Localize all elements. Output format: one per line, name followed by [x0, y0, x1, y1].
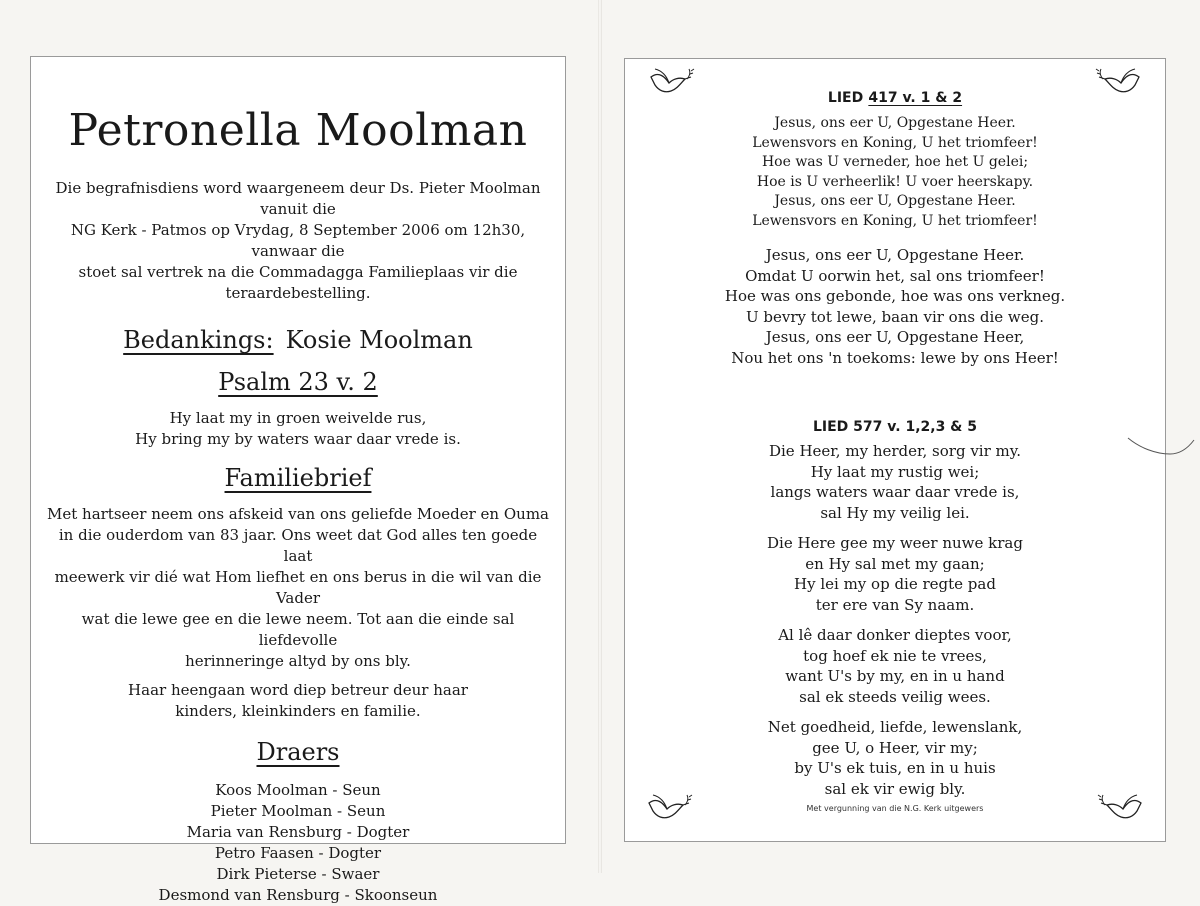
bearer-item: Desmond van Rensburg - Skoonseun: [158, 886, 438, 904]
lyric-line: Lewensvors en Koning, U het triomfeer!: [752, 212, 1038, 229]
dove-icon: [643, 789, 699, 829]
lyric-line: Nou het ons 'n toekoms: lewe by ons Heer!: [731, 348, 1059, 367]
lyric-line: en Hy sal met my gaan;: [805, 554, 985, 573]
dove-icon: [1091, 789, 1147, 829]
lyric-line: Hoe was U verneder, hoe het U gelei;: [761, 154, 1029, 170]
psalm-heading: Psalm 23 v. 2: [218, 368, 378, 396]
service-details: [41, 178, 555, 304]
lyric-line: Die Here gee my weer nuwe krag: [767, 534, 1023, 552]
letter-paragraph-1: [43, 504, 553, 672]
bearers-list: [31, 780, 565, 906]
song2-stanza-1: [625, 441, 1165, 523]
psalm-line: Hy bring my by waters waar daar vrede is.: [135, 430, 461, 448]
lyric-line: Jesus, ons eer U, Opgestane Heer,: [765, 328, 1025, 346]
letter-heading: Familiebrief: [224, 464, 372, 492]
lyric-line: Omdat U oorwin het, sal ons triomfeer!: [745, 266, 1045, 285]
bearer-item: Dirk Pieterse - Swaer: [216, 865, 380, 883]
lyric-line: sal Hy my veilig lei.: [820, 503, 970, 522]
song1-title: [625, 87, 1165, 106]
song2-stanza-4: [625, 717, 1165, 799]
letter-line: Haar heengaan word diep betreur deur haar: [128, 681, 468, 699]
intro-line: NG Kerk - Patmos op Vrydag, 8 September 2006 om 12h30, vanwaar die: [70, 221, 526, 260]
bearer-item: Koos Moolman - Seun: [215, 781, 381, 799]
lyric-line: Lewensvors en Koning, U het triomfeer!: [752, 134, 1038, 151]
song2-title: LIED 577 v. 1,2,3 & 5: [812, 419, 978, 435]
lyric-line: want U's by my, en in u hand: [785, 667, 1005, 685]
left-page: [30, 56, 566, 904]
lyric-line: langs waters waar daar vrede is,: [770, 483, 1020, 501]
lyric-line: Al lê daar donker dieptes voor,: [778, 626, 1012, 644]
lyric-line: Jesus, ons eer U, Opgestane Heer.: [774, 115, 1016, 131]
song2-stanza-2: [625, 533, 1165, 615]
right-page: [624, 58, 1166, 842]
thanks-heading: Bedankings:: [123, 326, 274, 354]
dove-icon: [645, 63, 701, 103]
song2-stanza-3: [625, 625, 1165, 707]
lyric-line: Hoe is U verheerlik! U voer heerskapy.: [756, 173, 1034, 190]
lyric-line: tog hoef ek nie te vrees,: [803, 646, 987, 665]
letter-line: kinders, kleinkinders en familie.: [175, 702, 421, 720]
lyric-line: U bevry tot lewe, baan vir ons die weg.: [746, 307, 1044, 326]
letter-line: in die ouderdom van 83 jaar. Ons weet dat God alles ten goede laat: [58, 526, 538, 565]
lyric-line: sal ek steeds veilig wees.: [799, 687, 991, 706]
letter-line: wat die lewe gee en die lewe neem. Tot aan die einde sal liefdevolle: [81, 610, 515, 649]
lyric-line: ter ere van Sy naam.: [815, 595, 975, 614]
page-edge-mark: [1126, 434, 1196, 464]
thanks-row: [31, 326, 565, 354]
letter-line: meewerk vir dié wat Hom liefhet en ons berus in die wil van die Vader: [54, 568, 542, 607]
lyric-line: Net goedheid, liefde, lewenslank,: [767, 718, 1023, 736]
lyric-line: Jesus, ons eer U, Opgestane Heer.: [765, 246, 1025, 264]
dove-icon: [1089, 63, 1145, 103]
bearers-heading: Draers: [256, 738, 340, 766]
lyric-line: by U's ek tuis, en in u huis: [794, 759, 996, 777]
publisher-credit: Met vergunning van die N.G. Kerk uitgewers: [806, 804, 984, 813]
thanks-name: Kosie Moolman: [285, 326, 473, 354]
song2-title-row: [625, 416, 1165, 435]
lyric-line: Hy laat my rustig wei;: [810, 462, 980, 481]
letter-paragraph-2: [43, 680, 553, 722]
bearer-item: Petro Faasen - Dogter: [214, 844, 382, 862]
bearer-item: Maria van Rensburg - Dogter: [186, 823, 410, 841]
lyric-line: gee U, o Heer, vir my;: [812, 738, 978, 757]
lyric-line: Jesus, ons eer U, Opgestane Heer.: [774, 193, 1016, 209]
psalm-text: [31, 408, 565, 450]
lyric-line: Hy lei my op die regte pad: [794, 575, 996, 593]
intro-line: stoet sal vertrek na die Commadagga Familieplaas vir die teraardebestelling.: [78, 263, 518, 302]
song1-stanza-2: [625, 245, 1165, 368]
page-fold: [598, 0, 602, 873]
deceased-name: Petronella Moolman: [68, 105, 528, 156]
psalm-line: Hy laat my in groen weivelde rus,: [169, 409, 427, 427]
lyric-line: sal ek vir ewig bly.: [824, 779, 966, 798]
letter-line: Met hartseer neem ons afskeid van ons geliefde Moeder en Ouma: [47, 505, 549, 523]
lyric-line: Hoe was ons gebonde, hoe was ons verkneg.: [724, 287, 1066, 305]
song1-stanza-1: [625, 114, 1165, 231]
lyric-line: Die Heer, my herder, sorg vir my.: [768, 442, 1022, 460]
letter-line: herinneringe altyd by ons bly.: [185, 652, 411, 670]
song1-label: LIED: [827, 90, 864, 106]
intro-line: Die begrafnisdiens word waargeneem deur Ds. Pieter Moolman vanuit die: [55, 179, 541, 218]
song1-reference: 417 v. 1 & 2: [868, 90, 963, 106]
bearer-item: Pieter Moolman - Seun: [210, 802, 386, 820]
